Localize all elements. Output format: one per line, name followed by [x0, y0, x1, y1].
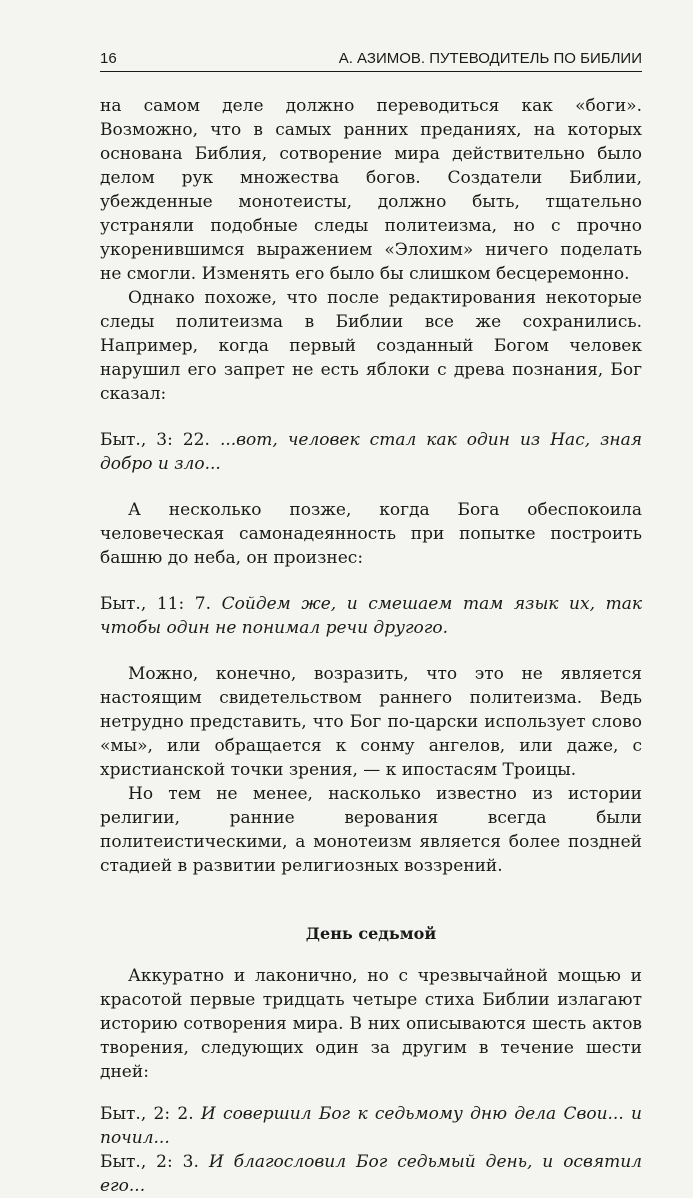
running-header: [100, 50, 642, 72]
verse-text: И благословил Бог седьмый день, и освятил его...: [100, 1152, 642, 1196]
paragraph: Аккуратно и лаконично, но с чрезвычайной мощью и красотой первые тридцать четыре стиха Библии излагают историю сотворения мира. В них описываются шесть актов творения, следующих один за другим в течение шести дней:: [100, 966, 642, 1082]
scripture-quote: [100, 1102, 642, 1150]
book-page: [100, 50, 642, 72]
running-title: А. АЗИМОВ. ПУТЕВОДИТЕЛЬ ПО БИБЛИИ: [338, 50, 642, 67]
paragraph: Однако похоже, что после редактирования некоторые следы политеизма в Библии все же сохранились. Например, когда первый созданный Богом человек нарушил его запрет не есть яблоки с древа познания, Бог сказал:: [100, 288, 642, 404]
verse-reference: Быт., 11: 7.: [100, 594, 212, 614]
scripture-quote: [100, 428, 642, 476]
verse-reference: Быт., 2: 3.: [100, 1152, 199, 1172]
verse-text: И совершил Бог к седьмому дню дела Свои... и почил...: [100, 1104, 642, 1148]
section-title: День седьмой: [305, 924, 437, 943]
verse-text: Сойдем же, и смешаем там язык их, так чтобы один не понимал речи другого.: [100, 594, 643, 638]
paragraph: Можно, конечно, возразить, что это не является настоящим свидетельством раннего политеизма. Ведь нетрудно представить, что Бог по-царски использует слово «мы», или обращается к сонму ангелов, или даже, с христианской точки зрения, — к ипостасям Троицы.: [100, 664, 642, 780]
verse-reference: Быт., 2: 2.: [100, 1104, 194, 1124]
page-number: 16: [100, 50, 117, 67]
paragraph: на самом деле должно переводиться как «боги». Возможно, что в самых ранних преданиях, на которых основана Библия, сотворение мира действительно было делом рук множества богов. Создатели Библии, убежденные монотеисты, должно быть, тщательно устраняли подобные следы политеизма, но с прочно укоренившимся выражением «Элохим» ничего поделать не смогли. Изменять его было бы слишком бесцеремонно.: [100, 96, 642, 284]
paragraph: Но тем не менее, насколько известно из истории религии, ранние верования всегда были политеистическими, а монотеизм является более поздней стадией в развитии религиозных воззрений.: [100, 784, 642, 876]
verse-reference: Быт., 3: 22.: [100, 430, 210, 450]
scripture-quote: [100, 592, 642, 640]
verse-text: ...вот, человек стал как один из Нас, зная добро и зло...: [100, 430, 643, 474]
paragraph: А несколько позже, когда Бога обеспокоила человеческая самонадеянность при попытке построить башню до неба, он произнес:: [100, 500, 642, 568]
scripture-quote: [100, 1150, 642, 1198]
body-text: [100, 94, 642, 1198]
